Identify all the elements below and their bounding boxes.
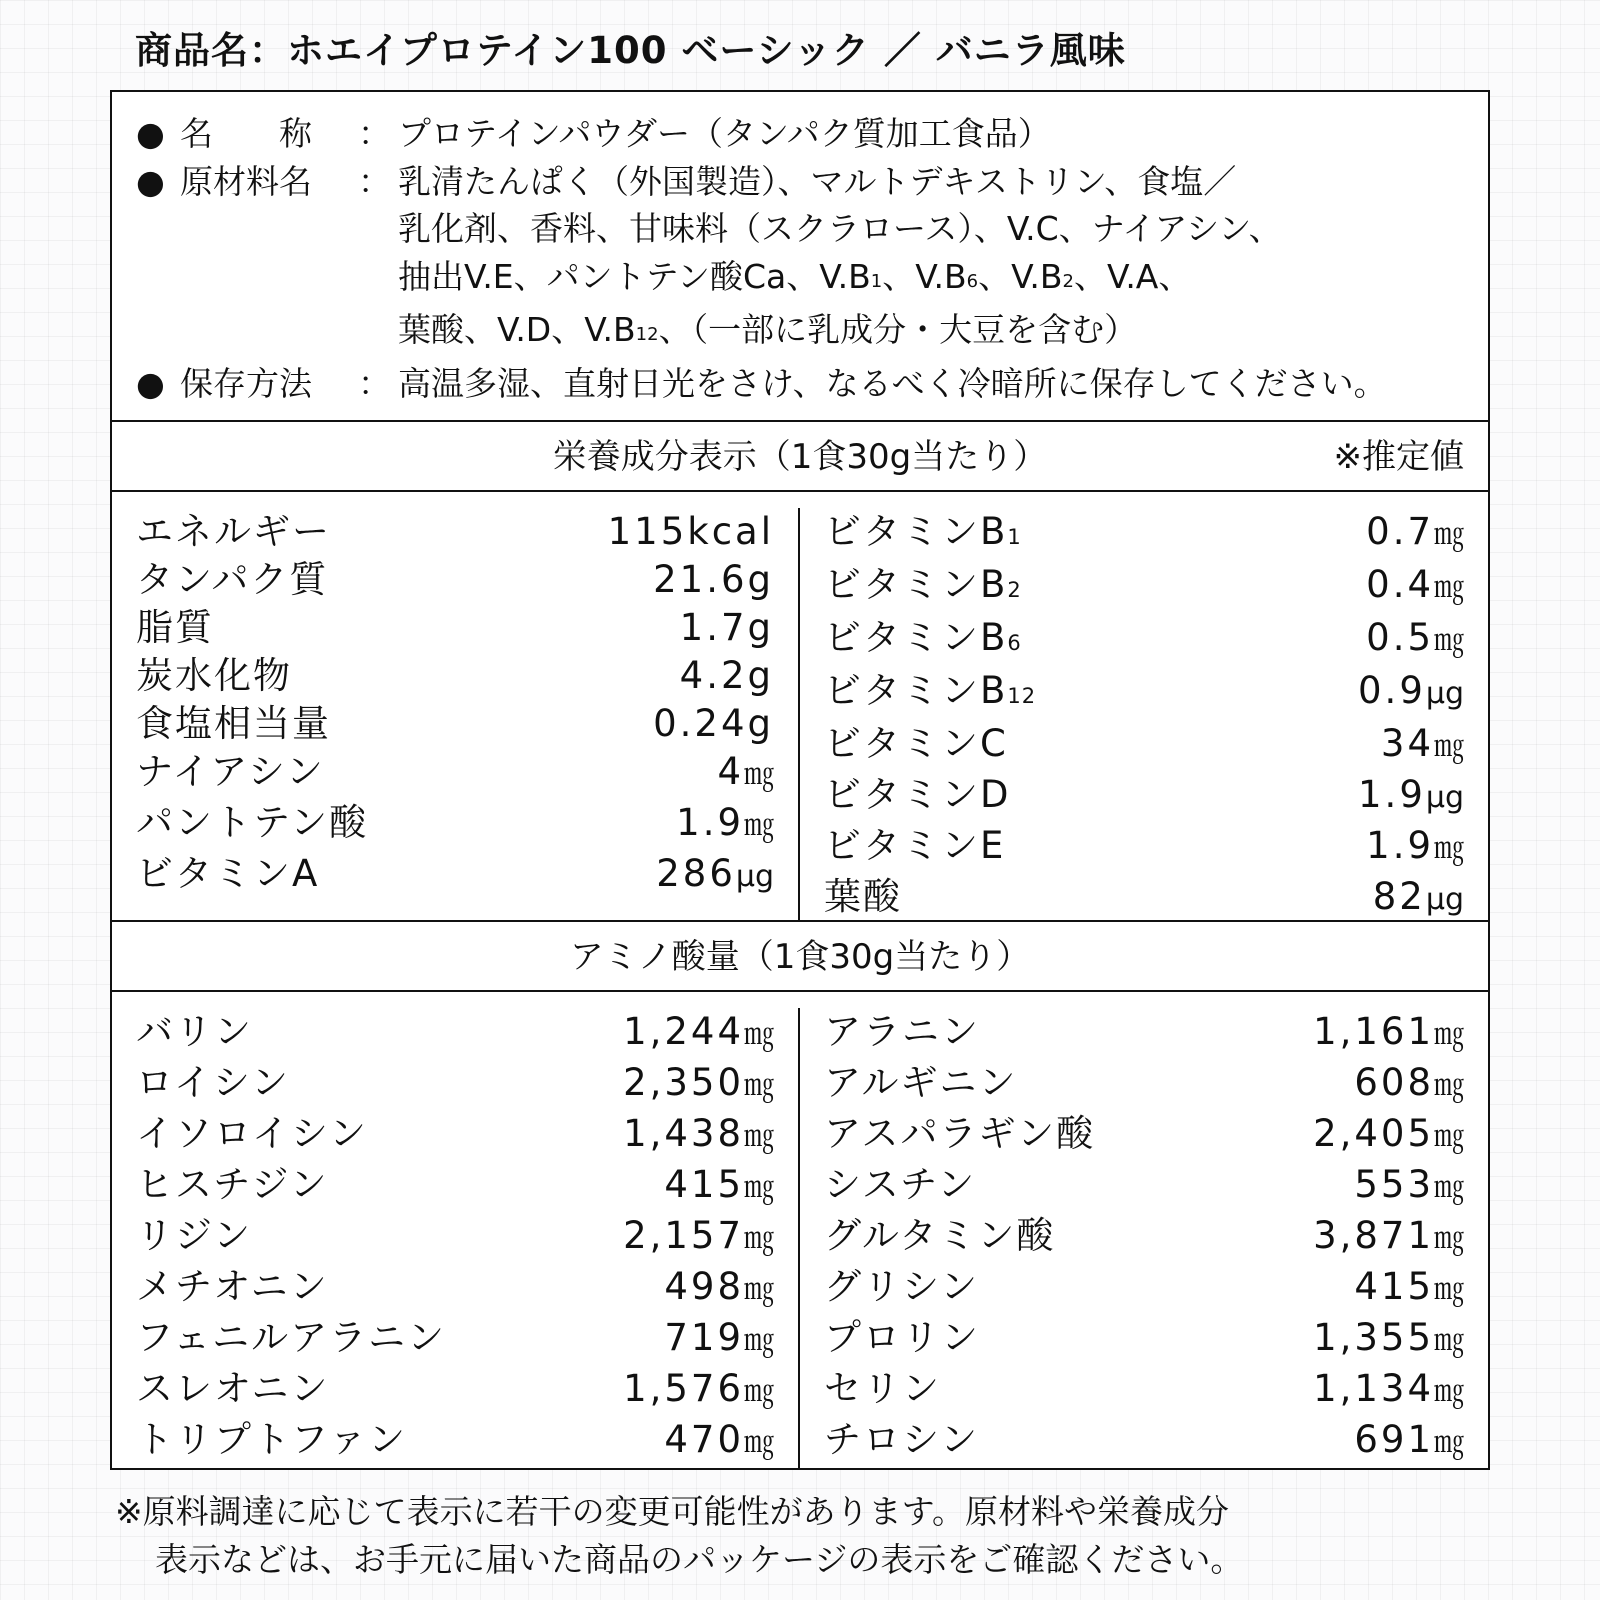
nutrient-value: 553㎎ bbox=[1354, 1163, 1464, 1206]
unit: ㎎ bbox=[1434, 517, 1464, 552]
nutrient-name: ビタミンA bbox=[136, 852, 320, 895]
unit: ㎎ bbox=[1434, 1374, 1464, 1409]
bullet-icon: ● bbox=[136, 363, 165, 403]
nutrient-value: 1,161㎎ bbox=[1313, 1010, 1464, 1053]
nutrient-name: ビタミンB2 bbox=[824, 563, 1022, 606]
nutrient-value: 115kcal bbox=[607, 510, 774, 553]
nutrient-name: シスチン bbox=[824, 1163, 977, 1206]
amino-row bbox=[136, 1263, 774, 1314]
nutrient-name: アスパラギン酸 bbox=[824, 1112, 1096, 1155]
unit: ㎎ bbox=[1434, 1017, 1464, 1052]
nutrient-value: 0.9μg bbox=[1358, 669, 1464, 712]
unit: ㎎ bbox=[744, 808, 774, 843]
nutrition-row bbox=[136, 652, 774, 700]
nutrient-value: 470㎎ bbox=[664, 1418, 774, 1461]
nutrient-value: 2,157㎎ bbox=[623, 1214, 774, 1257]
nutrient-value: 1,355㎎ bbox=[1313, 1316, 1464, 1359]
ingredients-line-1: 乳清たんぱく（外国製造）、マルトデキストリン、食塩／ bbox=[398, 161, 1237, 201]
nutrition-row bbox=[824, 822, 1464, 873]
info-row-name bbox=[136, 110, 1488, 158]
nutrition-column-right bbox=[800, 508, 1488, 920]
nutrient-name: メチオニン bbox=[136, 1265, 329, 1308]
unit: μg bbox=[1425, 882, 1464, 917]
amino-header-title: アミノ酸量（1食30g当たり） bbox=[569, 937, 1031, 977]
nutrient-name: 食塩相当量 bbox=[136, 702, 331, 745]
amino-row bbox=[136, 1008, 774, 1059]
nutrient-value: 1.7g bbox=[679, 606, 774, 649]
nutrition-row bbox=[136, 748, 774, 799]
name-value: プロテインパウダー（タンパク質加工食品） bbox=[398, 114, 1051, 153]
nutrient-name: イソロイシン bbox=[136, 1112, 368, 1155]
nutrient-value: 498㎎ bbox=[664, 1265, 774, 1308]
separator: ： bbox=[358, 161, 391, 201]
amino-row bbox=[824, 1416, 1464, 1467]
nutrient-name: パントテン酸 bbox=[136, 801, 369, 844]
ingredients-line-3: 抽出V.E、パントテン酸Ca、$V.B_1$、$V.B_6$、$V.B_2$、V.A、 bbox=[398, 256, 1192, 296]
nutrition-row bbox=[824, 614, 1464, 667]
nutrition-row bbox=[136, 556, 774, 604]
nutrient-value: 1.9㎎ bbox=[1366, 824, 1464, 867]
nutrient-value: 0.5㎎ bbox=[1366, 616, 1464, 659]
nutrient-value: 1,244㎎ bbox=[623, 1010, 774, 1053]
amino-row bbox=[824, 1110, 1464, 1161]
nutrient-name: ビタミンB1 bbox=[824, 510, 1022, 553]
nutrient-value: 3,871㎎ bbox=[1313, 1214, 1464, 1257]
nutrient-value: 82μg bbox=[1372, 875, 1464, 918]
nutrient-value: 0.4㎎ bbox=[1366, 563, 1464, 606]
nutrient-value: 0.24g bbox=[653, 702, 774, 745]
nutrient-name: ロイシン bbox=[136, 1061, 290, 1104]
disclaimer-line-1: ※原料調達に応じて表示に若干の変更可能性があります。原材料や栄養成分 bbox=[115, 1492, 1230, 1531]
nutrient-name: アラニン bbox=[824, 1010, 980, 1053]
nutrient-name: ビタミンD bbox=[824, 773, 1011, 816]
subscript: 1 bbox=[1007, 525, 1022, 549]
unit: ㎎ bbox=[1434, 1323, 1464, 1358]
nutrient-name: トリプトファン bbox=[136, 1418, 408, 1461]
nutrition-label-box bbox=[110, 90, 1490, 1470]
nutrition-row bbox=[824, 720, 1464, 771]
unit: ㎎ bbox=[744, 1119, 774, 1154]
nutrient-name: 葉酸 bbox=[824, 875, 902, 918]
bullet-icon: ● bbox=[136, 161, 165, 201]
nutrient-name: ビタミンB6 bbox=[824, 616, 1022, 659]
subscript: 6 bbox=[1007, 631, 1022, 655]
nutrient-value: 1,134㎎ bbox=[1313, 1367, 1464, 1410]
amino-row bbox=[824, 1212, 1464, 1263]
nutrition-row bbox=[136, 799, 774, 850]
amino-row bbox=[824, 1314, 1464, 1365]
unit: ㎎ bbox=[744, 1323, 774, 1358]
unit: ㎎ bbox=[744, 1221, 774, 1256]
nutrient-name: バリン bbox=[136, 1010, 253, 1053]
nutrient-value: 1,438㎎ bbox=[623, 1112, 774, 1155]
nutrient-name: チロシン bbox=[824, 1418, 980, 1461]
amino-column-right bbox=[800, 1008, 1488, 1470]
unit: ㎎ bbox=[1434, 831, 1464, 866]
nutrient-value: 415㎎ bbox=[664, 1163, 774, 1206]
amino-row bbox=[136, 1365, 774, 1416]
nutrient-value: 1,576㎎ bbox=[623, 1367, 774, 1410]
amino-row bbox=[824, 1263, 1464, 1314]
amino-header bbox=[112, 922, 1488, 992]
nutrition-table bbox=[112, 492, 1488, 922]
amino-row bbox=[824, 1365, 1464, 1416]
amino-table bbox=[112, 992, 1488, 1470]
storage-value: 高温多湿、直射日光をさけ、なるべく冷暗所に保存してください。 bbox=[398, 363, 1387, 403]
amino-row bbox=[824, 1059, 1464, 1110]
amino-row bbox=[136, 1161, 774, 1212]
amino-row bbox=[136, 1059, 774, 1110]
amino-row bbox=[824, 1008, 1464, 1059]
unit: ㎎ bbox=[744, 1374, 774, 1409]
subscript: 12 bbox=[1007, 684, 1037, 708]
nutrition-row bbox=[136, 604, 774, 652]
disclaimer-line-2: 表示などは、お手元に届いた商品のパッケージの表示をご確認ください。 bbox=[155, 1540, 1244, 1579]
nutrition-row bbox=[824, 561, 1464, 614]
unit: ㎎ bbox=[744, 1017, 774, 1052]
nutrient-name: ビタミンC bbox=[824, 722, 1008, 765]
nutrient-value: 4.2g bbox=[679, 654, 774, 697]
unit: ㎎ bbox=[744, 1170, 774, 1205]
nutrient-name: ビタミンB12 bbox=[824, 669, 1037, 712]
info-row-ingredients bbox=[136, 158, 1488, 360]
nutrient-name: ビタミンE bbox=[824, 824, 1006, 867]
nutrition-row bbox=[824, 508, 1464, 561]
nutrient-name: タンパク質 bbox=[136, 558, 329, 601]
nutrient-value: 1.9㎎ bbox=[676, 801, 774, 844]
nutrient-value: 691㎎ bbox=[1354, 1418, 1464, 1461]
nutrition-header bbox=[112, 422, 1488, 492]
subscript: 2 bbox=[1007, 578, 1022, 602]
ingredients-line-2: 乳化剤、香料、甘味料（スクラロース）、V.C、ナイアシン、 bbox=[398, 209, 1282, 248]
nutrient-name: セリン bbox=[824, 1367, 941, 1410]
unit: ㎎ bbox=[744, 1425, 774, 1460]
nutrient-value: 2,350㎎ bbox=[623, 1061, 774, 1104]
nutrition-row bbox=[824, 667, 1464, 720]
unit: μg bbox=[735, 859, 774, 894]
unit: ㎎ bbox=[1434, 1425, 1464, 1460]
ingredients-line-4: 葉酸、V.D、$V.B_{12}$、（一部に乳成分・大豆を含む） bbox=[398, 310, 1138, 349]
nutrient-name: ヒスチジン bbox=[136, 1163, 329, 1206]
amino-row bbox=[136, 1110, 774, 1161]
nutrition-row bbox=[824, 771, 1464, 822]
unit: ㎎ bbox=[1434, 1272, 1464, 1307]
product-title: 商品名：ホエイプロテイン100 ベーシック ／ バニラ風味 bbox=[135, 29, 1126, 72]
amino-row bbox=[136, 1314, 774, 1365]
unit: ㎎ bbox=[1434, 570, 1464, 605]
name-label: 名 称 bbox=[180, 114, 312, 153]
nutrient-value: 34㎎ bbox=[1380, 722, 1464, 765]
amino-row bbox=[136, 1416, 774, 1467]
nutrient-name: リジン bbox=[136, 1214, 253, 1257]
info-row-storage bbox=[136, 360, 1488, 408]
nutrient-name: フェニルアラニン bbox=[136, 1316, 447, 1359]
nutrient-name: 脂質 bbox=[136, 606, 214, 649]
nutrient-name: スレオニン bbox=[136, 1367, 330, 1410]
unit: ㎎ bbox=[1434, 623, 1464, 658]
nutrient-name: プロリン bbox=[824, 1316, 980, 1359]
nutrient-name: グリシン bbox=[824, 1265, 980, 1308]
nutrition-header-title: 栄養成分表示（1食30g当たり） bbox=[552, 437, 1048, 477]
unit: ㎎ bbox=[1434, 1170, 1464, 1205]
amino-column-left bbox=[112, 1008, 800, 1470]
nutrient-value: 415㎎ bbox=[1354, 1265, 1464, 1308]
unit: μg bbox=[1425, 676, 1464, 711]
estimate-note: ※推定値 bbox=[1333, 437, 1464, 477]
nutrition-row bbox=[136, 850, 774, 901]
nutrient-name: エネルギー bbox=[136, 510, 331, 553]
separator: ： bbox=[358, 363, 391, 403]
storage-label: 保存方法 bbox=[180, 363, 312, 403]
nutrient-value: 4㎎ bbox=[717, 750, 774, 793]
unit: μg bbox=[1425, 780, 1464, 815]
nutrient-name: ナイアシン bbox=[136, 750, 325, 793]
separator: ： bbox=[358, 114, 391, 153]
nutrient-name: アルギニン bbox=[824, 1061, 1018, 1104]
nutrient-value: 2,405㎎ bbox=[1313, 1112, 1464, 1155]
unit: ㎎ bbox=[744, 1068, 774, 1103]
bullet-icon: ● bbox=[136, 114, 165, 153]
amino-row bbox=[824, 1161, 1464, 1212]
amino-row bbox=[136, 1212, 774, 1263]
nutrition-row bbox=[136, 508, 774, 556]
disclaimer-note bbox=[115, 1488, 1505, 1584]
unit: ㎎ bbox=[744, 1272, 774, 1307]
nutrient-value: 719㎎ bbox=[664, 1316, 774, 1359]
unit: ㎎ bbox=[1434, 1068, 1464, 1103]
unit: ㎎ bbox=[1434, 729, 1464, 764]
unit: ㎎ bbox=[1434, 1221, 1464, 1256]
nutrient-name: グルタミン酸 bbox=[824, 1214, 1056, 1257]
nutrient-value: 608㎎ bbox=[1354, 1061, 1464, 1104]
unit: ㎎ bbox=[744, 757, 774, 792]
nutrient-value: 286μg bbox=[656, 852, 774, 895]
product-info-section bbox=[112, 92, 1488, 422]
nutrition-column-left bbox=[112, 508, 800, 920]
nutrition-row bbox=[136, 700, 774, 748]
nutrient-value: 0.7㎎ bbox=[1366, 510, 1464, 553]
nutrient-name: 炭水化物 bbox=[136, 654, 292, 697]
ingredients-label: 原材料名 bbox=[180, 161, 312, 201]
nutrition-row bbox=[824, 873, 1464, 924]
nutrient-value: 21.6g bbox=[653, 558, 774, 601]
nutrient-value: 1.9μg bbox=[1358, 773, 1464, 816]
unit: ㎎ bbox=[1434, 1119, 1464, 1154]
